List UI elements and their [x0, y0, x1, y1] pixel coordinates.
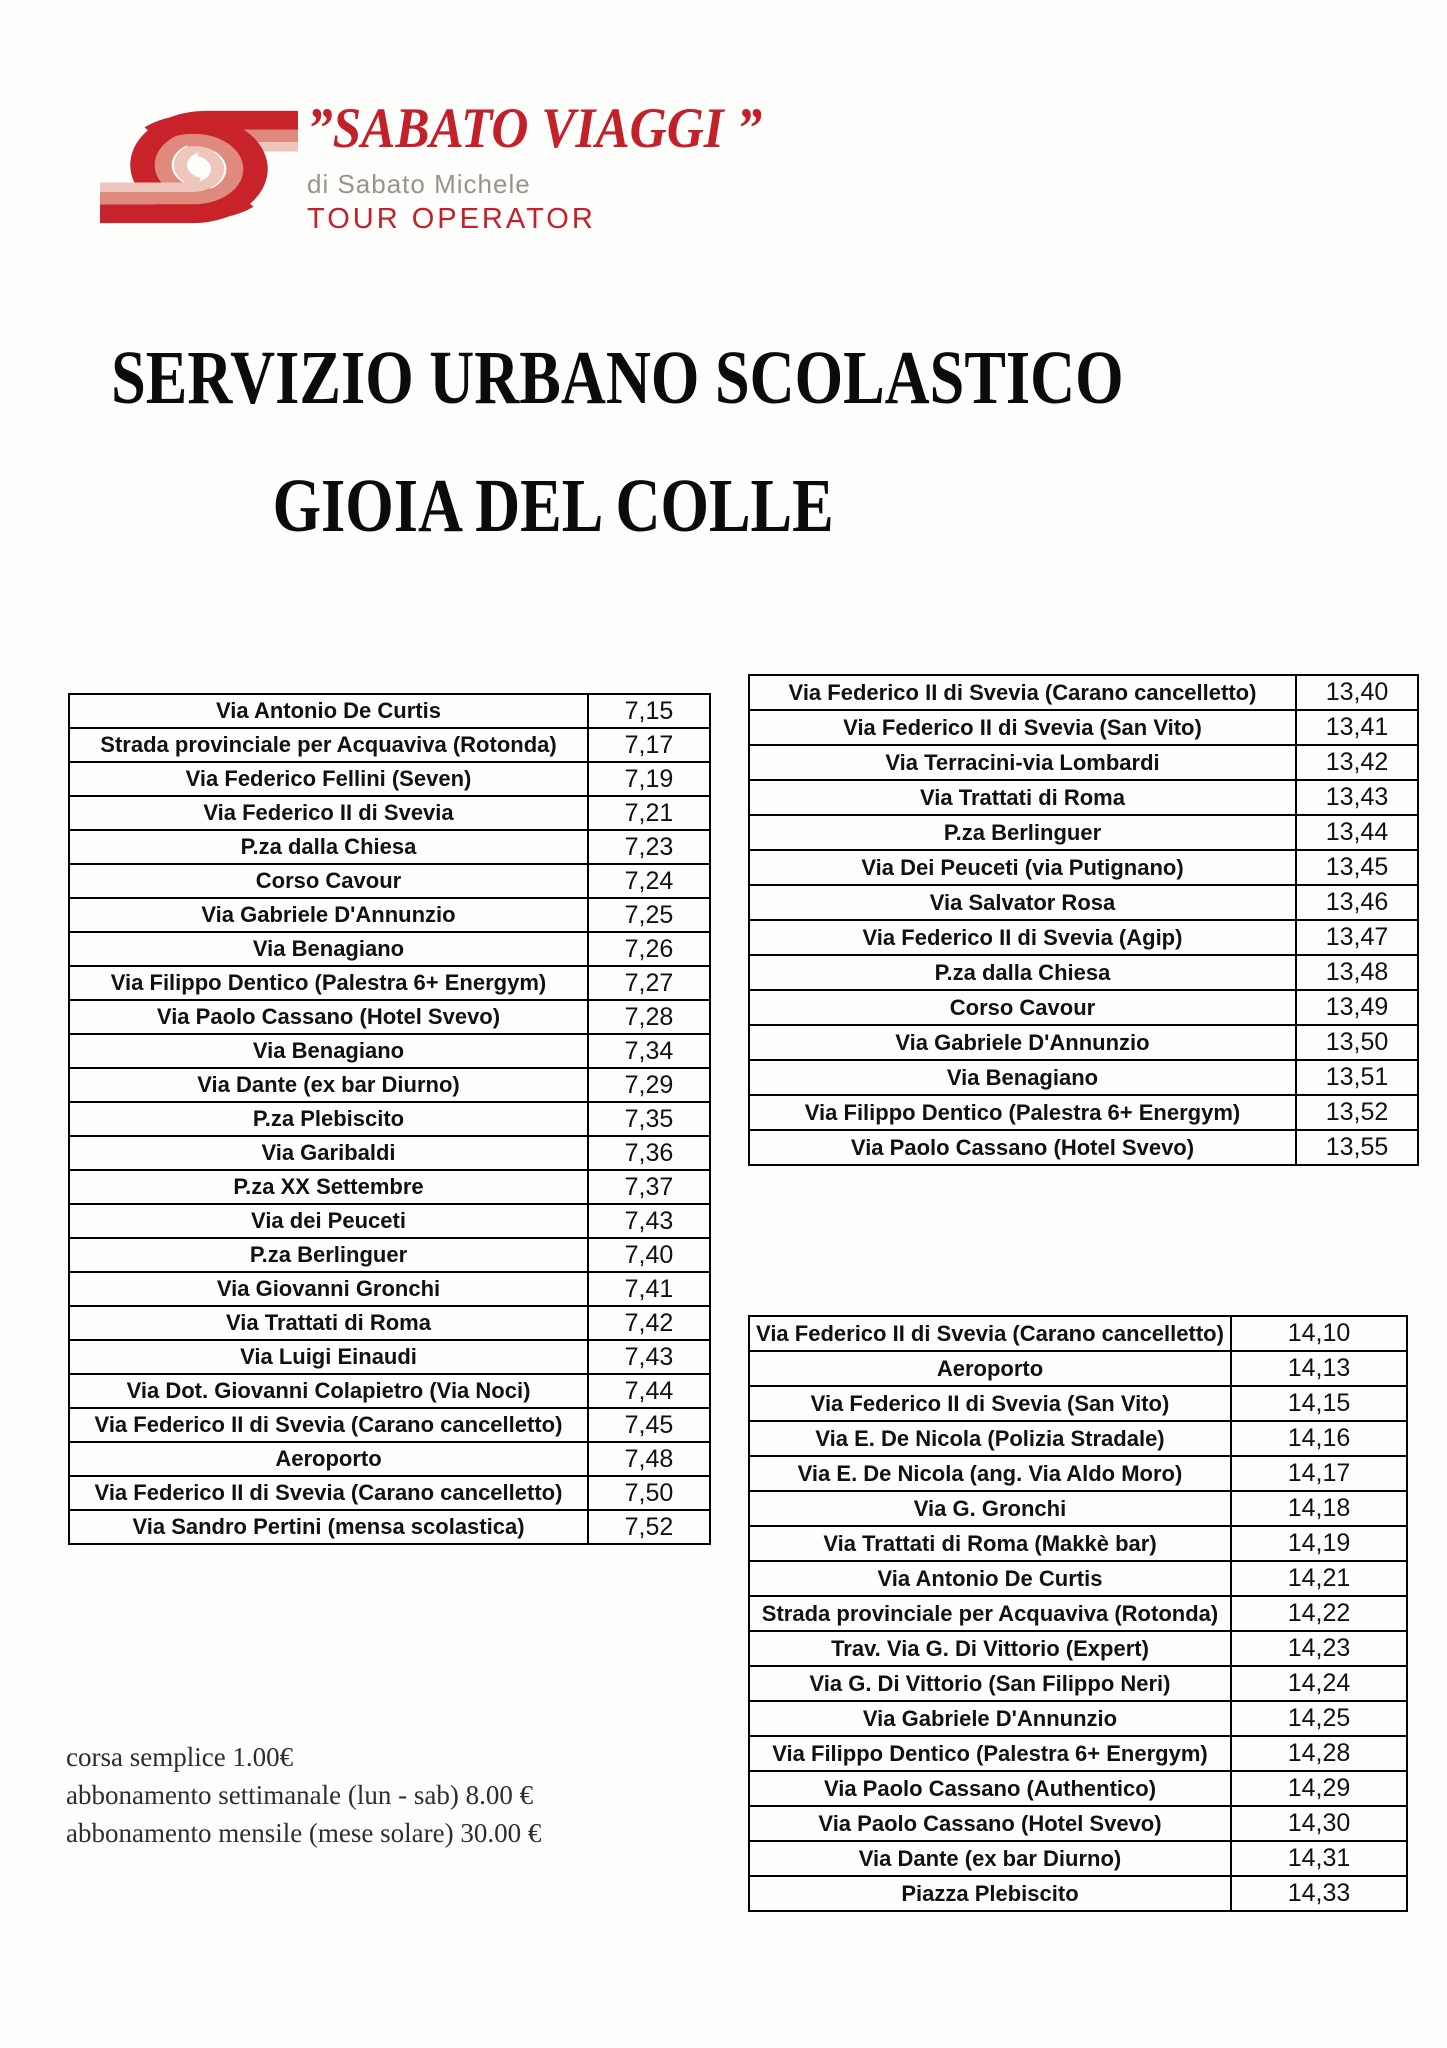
table-row	[69, 1408, 710, 1442]
time-cell: 7,42	[588, 1306, 710, 1340]
table-row	[749, 815, 1418, 850]
time-cell: 13,48	[1296, 955, 1418, 990]
stop-cell: Via Paolo Cassano (Hotel Svevo)	[69, 1000, 588, 1034]
stop-cell: P.za Plebiscito	[69, 1102, 588, 1136]
time-cell: 14,23	[1231, 1631, 1407, 1666]
time-cell: 7,27	[588, 966, 710, 1000]
table-row	[749, 1456, 1407, 1491]
table-row	[69, 864, 710, 898]
time-cell: 14,13	[1231, 1351, 1407, 1386]
table-row	[69, 1340, 710, 1374]
stop-cell: Via G. Di Vittorio (San Filippo Neri)	[749, 1666, 1231, 1701]
time-cell: 14,10	[1231, 1316, 1407, 1351]
stop-cell: Via Benagiano	[69, 1034, 588, 1068]
time-cell: 14,21	[1231, 1561, 1407, 1596]
afternoon-schedule-table-1	[748, 674, 1419, 1166]
table-row	[749, 885, 1418, 920]
stop-cell: Via Dei Peuceti (via Putignano)	[749, 850, 1296, 885]
stop-cell: Via Federico II di Svevia (Carano cancelletto)	[69, 1476, 588, 1510]
table-row	[749, 1701, 1407, 1736]
table-row	[749, 850, 1418, 885]
time-cell: 13,47	[1296, 920, 1418, 955]
table-row	[749, 1841, 1407, 1876]
time-cell: 7,41	[588, 1272, 710, 1306]
time-cell: 7,44	[588, 1374, 710, 1408]
table-row	[749, 1596, 1407, 1631]
table-row	[749, 1561, 1407, 1596]
stop-cell: P.za dalla Chiesa	[749, 955, 1296, 990]
stop-cell: Trav. Via G. Di Vittorio (Expert)	[749, 1631, 1231, 1666]
page-title-line2-text: GIOIA DEL COLLE	[272, 464, 834, 548]
stop-cell: Via Paolo Cassano (Hotel Svevo)	[749, 1806, 1231, 1841]
page-title-line1	[0, 336, 1124, 420]
stop-cell: Via Luigi Einaudi	[69, 1340, 588, 1374]
stop-cell: Strada provinciale per Acquaviva (Rotonda)	[69, 728, 588, 762]
table-row	[749, 990, 1418, 1025]
time-cell: 7,43	[588, 1340, 710, 1374]
time-cell: 7,17	[588, 728, 710, 762]
table-row	[749, 1666, 1407, 1701]
stop-cell: P.za dalla Chiesa	[69, 830, 588, 864]
page-title-line1-text: SERVIZIO URBANO SCOLASTICO	[111, 336, 1124, 420]
stop-cell: Via Federico II di Svevia (San Vito)	[749, 710, 1296, 745]
table-row	[69, 830, 710, 864]
stop-cell: Via dei Peuceti	[69, 1204, 588, 1238]
table-row	[69, 1000, 710, 1034]
stop-cell: Via Giovanni Gronchi	[69, 1272, 588, 1306]
stop-cell: Aeroporto	[69, 1442, 588, 1476]
price-weekly-pass: abbonamento settimanale (lun - sab) 8.00 €	[66, 1780, 534, 1810]
pricing-block	[66, 1738, 541, 1852]
table-row	[749, 1316, 1407, 1351]
time-cell: 14,31	[1231, 1841, 1407, 1876]
table-row	[69, 1034, 710, 1068]
stop-cell: Piazza Plebiscito	[749, 1876, 1231, 1911]
time-cell: 14,18	[1231, 1491, 1407, 1526]
table-row	[69, 796, 710, 830]
time-cell: 7,29	[588, 1068, 710, 1102]
time-cell: 7,15	[588, 694, 710, 728]
price-monthly-pass: abbonamento mensile (mese solare) 30.00 €	[66, 1818, 542, 1848]
time-cell: 14,33	[1231, 1876, 1407, 1911]
table-row	[749, 1491, 1407, 1526]
time-cell: 13,42	[1296, 745, 1418, 780]
table-row	[69, 1238, 710, 1272]
time-cell: 7,26	[588, 932, 710, 966]
table-row	[69, 932, 710, 966]
table-row	[69, 1306, 710, 1340]
stop-cell: P.za XX Settembre	[69, 1170, 588, 1204]
time-cell: 13,44	[1296, 815, 1418, 850]
table-row	[749, 1351, 1407, 1386]
stop-cell: Via Federico II di Svevia (Agip)	[749, 920, 1296, 955]
brand-subtitle: di Sabato Michele	[307, 169, 531, 199]
stop-cell: Via Trattati di Roma	[69, 1306, 588, 1340]
brand-tour-operator: TOUR OPERATOR	[307, 203, 596, 235]
table-row	[749, 675, 1418, 710]
time-cell: 7,19	[588, 762, 710, 796]
stop-cell: Via Gabriele D'Annunzio	[69, 898, 588, 932]
table-row	[749, 1736, 1407, 1771]
stop-cell: Corso Cavour	[749, 990, 1296, 1025]
table-row	[749, 1025, 1418, 1060]
stop-cell: Via Benagiano	[749, 1060, 1296, 1095]
table-row	[69, 1068, 710, 1102]
time-cell: 7,25	[588, 898, 710, 932]
time-cell: 13,50	[1296, 1025, 1418, 1060]
time-cell: 13,40	[1296, 675, 1418, 710]
table-row	[749, 1130, 1418, 1165]
stop-cell: Via Trattati di Roma (Makkè bar)	[749, 1526, 1231, 1561]
table-row	[69, 1442, 710, 1476]
time-cell: 14,28	[1231, 1736, 1407, 1771]
stop-cell: Corso Cavour	[69, 864, 588, 898]
time-cell: 14,15	[1231, 1386, 1407, 1421]
stop-cell: Via Filippo Dentico (Palestra 6+ Energym)	[749, 1736, 1231, 1771]
table-row	[69, 1476, 710, 1510]
table-row	[69, 728, 710, 762]
stop-cell: Via Gabriele D'Annunzio	[749, 1701, 1231, 1736]
stop-cell: Via Federico II di Svevia (San Vito)	[749, 1386, 1231, 1421]
page-title-line2	[0, 464, 1106, 548]
table-row	[69, 966, 710, 1000]
table-row	[749, 920, 1418, 955]
stop-cell: Via Dante (ex bar Diurno)	[749, 1841, 1231, 1876]
time-cell: 13,45	[1296, 850, 1418, 885]
stop-cell: Via Paolo Cassano (Hotel Svevo)	[749, 1130, 1296, 1165]
stop-cell: Via Salvator Rosa	[749, 885, 1296, 920]
stop-cell: Via Dot. Giovanni Colapietro (Via Noci)	[69, 1374, 588, 1408]
table-row	[749, 780, 1418, 815]
stop-cell: Via Federico II di Svevia (Carano cancelletto)	[69, 1408, 588, 1442]
table-row	[69, 1170, 710, 1204]
table-row	[749, 1806, 1407, 1841]
stop-cell: Via Federico II di Svevia (Carano cancelletto)	[749, 675, 1296, 710]
time-cell: 13,41	[1296, 710, 1418, 745]
table-row	[749, 710, 1418, 745]
time-cell: 7,24	[588, 864, 710, 898]
table-row	[69, 898, 710, 932]
table-row	[69, 1272, 710, 1306]
time-cell: 7,36	[588, 1136, 710, 1170]
stop-cell: Via Garibaldi	[69, 1136, 588, 1170]
table-row	[69, 762, 710, 796]
stop-cell: Via Federico II di Svevia (Carano cancelletto)	[749, 1316, 1231, 1351]
stop-cell: Via Sandro Pertini (mensa scolastica)	[69, 1510, 588, 1544]
time-cell: 7,21	[588, 796, 710, 830]
time-cell: 13,43	[1296, 780, 1418, 815]
stop-cell: P.za Berlinguer	[69, 1238, 588, 1272]
table-row	[69, 1510, 710, 1544]
stop-cell: Via Antonio De Curtis	[69, 694, 588, 728]
time-cell: 7,35	[588, 1102, 710, 1136]
stop-cell: Strada provinciale per Acquaviva (Rotonda)	[749, 1596, 1231, 1631]
table-row	[749, 1876, 1407, 1911]
time-cell: 14,24	[1231, 1666, 1407, 1701]
time-cell: 14,17	[1231, 1456, 1407, 1491]
afternoon-schedule-table-2	[748, 1315, 1408, 1912]
time-cell: 7,23	[588, 830, 710, 864]
time-cell: 13,49	[1296, 990, 1418, 1025]
table-row	[69, 1204, 710, 1238]
brand-name: ”SABATO VIAGGI ”	[307, 97, 763, 160]
stop-cell: Via Terracini-via Lombardi	[749, 745, 1296, 780]
table-row	[69, 1374, 710, 1408]
table-row	[749, 745, 1418, 780]
stop-cell: Via E. De Nicola (Polizia Stradale)	[749, 1421, 1231, 1456]
stop-cell: Via Filippo Dentico (Palestra 6+ Energym)	[749, 1095, 1296, 1130]
stop-cell: P.za Berlinguer	[749, 815, 1296, 850]
stop-cell: Via Gabriele D'Annunzio	[749, 1025, 1296, 1060]
logo-text-block	[307, 97, 813, 235]
time-cell: 7,28	[588, 1000, 710, 1034]
table-row	[749, 1421, 1407, 1456]
time-cell: 13,55	[1296, 1130, 1418, 1165]
stop-cell: Via Antonio De Curtis	[749, 1561, 1231, 1596]
morning-schedule-table	[68, 693, 711, 1545]
time-cell: 13,46	[1296, 885, 1418, 920]
price-single-ride: corsa semplice 1.00€	[66, 1742, 294, 1772]
time-cell: 7,43	[588, 1204, 710, 1238]
table-row	[749, 1771, 1407, 1806]
stop-cell: Via Federico Fellini (Seven)	[69, 762, 588, 796]
stop-cell: Via G. Gronchi	[749, 1491, 1231, 1526]
time-cell: 7,34	[588, 1034, 710, 1068]
stop-cell: Via Dante (ex bar Diurno)	[69, 1068, 588, 1102]
time-cell: 7,45	[588, 1408, 710, 1442]
stop-cell: Via Filippo Dentico (Palestra 6+ Energym)	[69, 966, 588, 1000]
time-cell: 7,50	[588, 1476, 710, 1510]
table-row	[69, 1102, 710, 1136]
time-cell: 14,16	[1231, 1421, 1407, 1456]
table-row	[749, 955, 1418, 990]
table-row	[749, 1386, 1407, 1421]
stop-cell: Via Federico II di Svevia	[69, 796, 588, 830]
time-cell: 7,37	[588, 1170, 710, 1204]
sabato-viaggi-logo-icon	[100, 96, 298, 238]
table-row	[69, 694, 710, 728]
stop-cell: Aeroporto	[749, 1351, 1231, 1386]
time-cell: 14,30	[1231, 1806, 1407, 1841]
time-cell: 14,19	[1231, 1526, 1407, 1561]
time-cell: 13,52	[1296, 1095, 1418, 1130]
table-row	[749, 1060, 1418, 1095]
stop-cell: Via Paolo Cassano (Authentico)	[749, 1771, 1231, 1806]
table-row	[749, 1526, 1407, 1561]
table-row	[69, 1136, 710, 1170]
time-cell: 14,29	[1231, 1771, 1407, 1806]
time-cell: 7,40	[588, 1238, 710, 1272]
table-row	[749, 1631, 1407, 1666]
time-cell: 13,51	[1296, 1060, 1418, 1095]
time-cell: 7,48	[588, 1442, 710, 1476]
time-cell: 14,22	[1231, 1596, 1407, 1631]
stop-cell: Via Benagiano	[69, 932, 588, 966]
table-row	[749, 1095, 1418, 1130]
stop-cell: Via E. De Nicola (ang. Via Aldo Moro)	[749, 1456, 1231, 1491]
time-cell: 14,25	[1231, 1701, 1407, 1736]
stop-cell: Via Trattati di Roma	[749, 780, 1296, 815]
time-cell: 7,52	[588, 1510, 710, 1544]
